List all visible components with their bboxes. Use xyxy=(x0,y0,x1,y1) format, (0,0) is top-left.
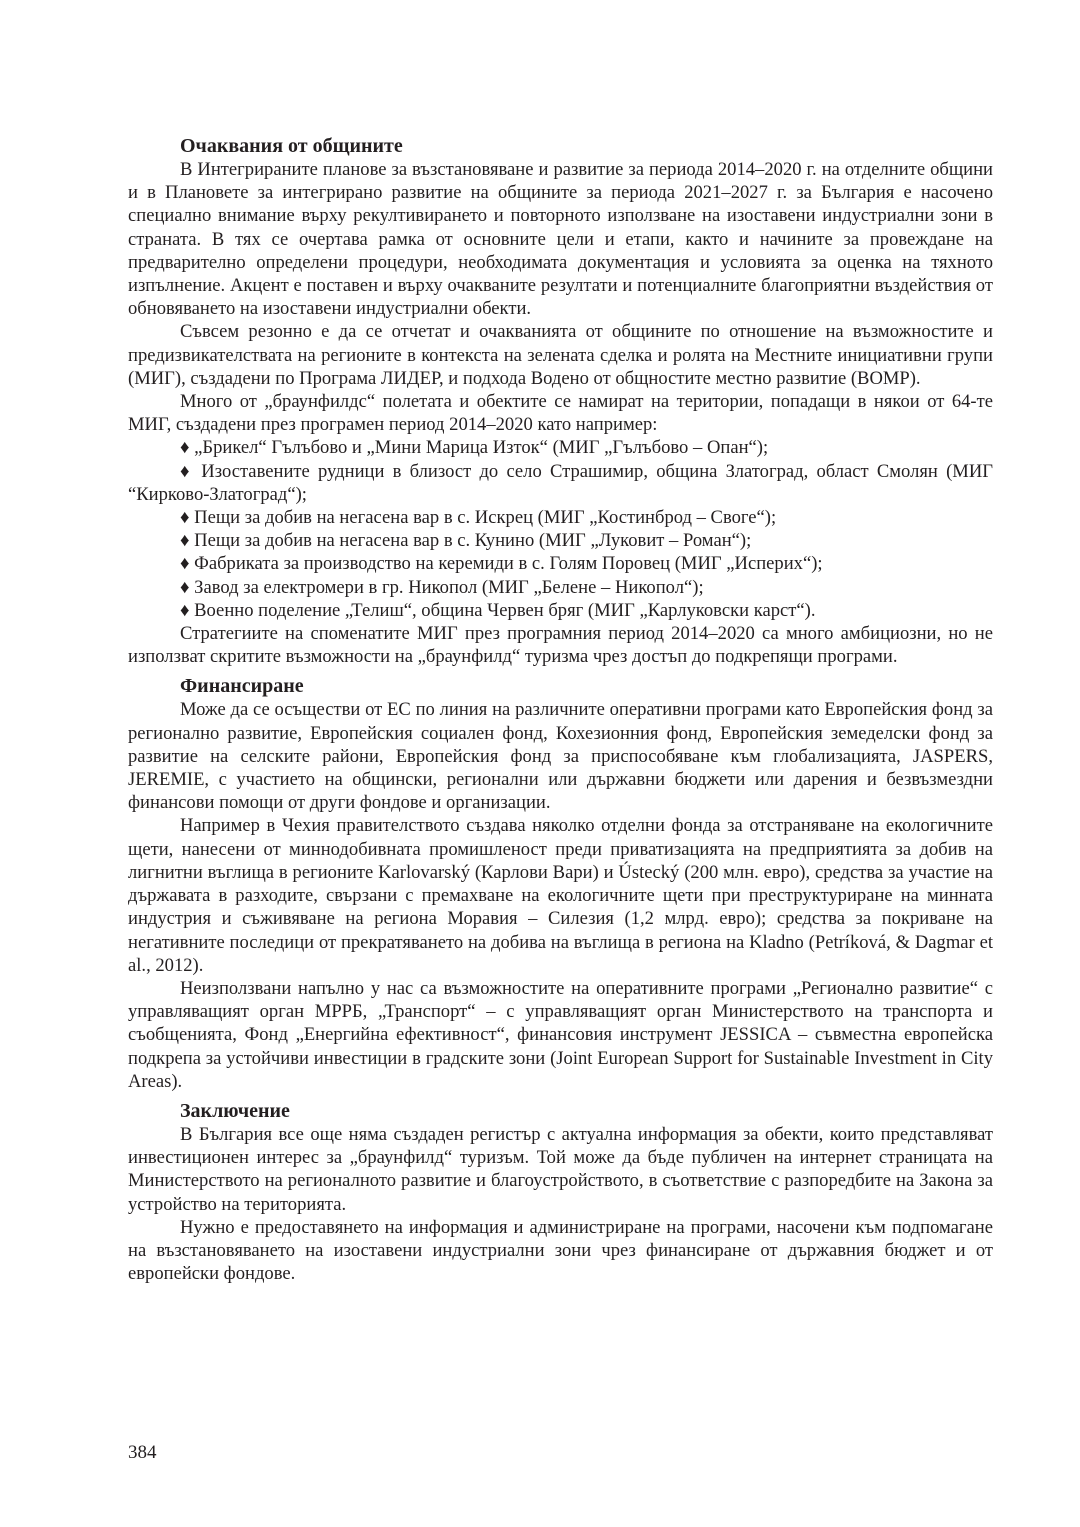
paragraph: Неизползвани напълно у нас са възможностите на оперативните програми „Регионално развитие“ с управляващият орган МРРБ, „Транспорт“ – с управляващият орган Министерството на транспорта и съобщенията, Фонд „Енергийна ефективност“, финансовия инструмент JESSICA – съвместна европейска подкрепа за устойчиви инвестиции в градските зони (Joint European Support for Sustainable Investment in City Areas). xyxy=(128,977,993,1092)
bullet-item: ♦ Пещи за добив на негасена вар в с. Искрец (МИГ „Костинброд – Своге“); xyxy=(180,507,777,529)
page-body xyxy=(128,134,993,1285)
paragraph: В Интегрираните планове за възстановяване и развитие за периода 2014–2020 г. на отделните общини и в Плановете за интегрирано развитие на общините за периода 2021–2027 г. за България е насочено специално внимание върху рекултивирането и повторното използване на изоставени индустриални зони в страната. В тях се очертава рамка от основните цели и етапи, както и начините за провеждане на предварително определени процедури, необходимата документация и условията за оценка на тяхното изпълнение. Акцент е поставен и върху очакваните резултати и потенциалните благоприятни въздействия от обновяването на изоставени индустриални обекти. xyxy=(128,159,993,320)
paragraph: Стратегиите на споменатите МИГ през програмния период 2014–2020 са много амбициозни, но не използват скритите възможности на „браунфилд“ туризма чрез достъп до подкрепящи програми. xyxy=(128,623,993,668)
section-heading-expectations: Очаквания от общините xyxy=(180,135,403,157)
bullet-item: ♦ „Брикел“ Гълъбово и „Мини Марица Изток“ (МИГ „Гълъбово – Опан“); xyxy=(180,437,769,459)
bullet-item: ♦ Военно поделение „Телиш“, община Червен бряг (МИГ „Карлуковски карст“). xyxy=(180,599,816,621)
bullet-item: ♦ Изоставените рудници в близост до село Страшимир, община Златоград, област Смолян (МИГ “Кирково-Златоград“); xyxy=(128,460,993,505)
paragraph: В България все още няма създаден регистър с актуална информация за обекти, които представляват инвестиционен интерес за „браунфилд“ туризъм. Той може да бъде публичен на интернет страницата на Министерството на регионалното развитие и благоустройството, в съответствие с разпоредбите на Закона за устройство на територията. xyxy=(128,1123,993,1215)
paragraph: Съвсем резонно е да се отчетат и очакванията от общините по отношение на възможностите и предизвикателствата на регионите в контекста на зелената сделка и ролята на Местните инициативни групи (МИГ), създадени по Програма ЛИДЕР, и подхода Водено от общностите местно развитие (ВОМР). xyxy=(128,321,993,389)
paragraph: Например в Чехия правителството създава няколко отделни фонда за отстраняване на екологичните щети, нанесени от миннодобивната промишленост преди приватизацията на предприятията за добив на лигнитни въглища в регионите Karlovarský (Карлови Вари) и Ústecký (200 млн. евро), средства за участие на държавата в разходите, свързани с премахване на екологичните щети при преструктуриране на минната индустрия и съживяване на региона Моравия – Силезия (1,2 млрд. евро); средства за покриване на негативните последици от прекратяването на добива на въглища в региона на Kladno (Petríková, & Dagmar et al., 2012). xyxy=(128,815,993,976)
paragraph: Може да се осъществи от ЕС по линия на различните оперативни програми като Европейския фонд за регионално развитие, Европейския социален фонд, Кохезионния фонд, Европейския земеделски фонд за развитие на селските райони, Европейския фонд за приспособяване към глобализацията, JASPERS, JEREMIE, с участието на общински, регионални или държавни бюджети или дарения и безвъзмездни финансови помощи от други фондове и организации. xyxy=(128,699,993,814)
bullet-item: ♦ Пещи за добив на негасена вар в с. Кунино (МИГ „Луковит – Роман“); xyxy=(180,530,752,552)
section-heading-conclusion: Заключение xyxy=(180,1099,290,1122)
bullet-item: ♦ Завод за електромери в гр. Никопол (МИГ „Белене – Никопол“); xyxy=(180,576,704,598)
paragraph: Много от „браунфилдс“ полетата и обектите се намират на територии, попадащи в някои от 64-те МИГ, създадени през програмен период 2014–2020 като например: xyxy=(128,391,993,436)
bullet-item: ♦ Фабриката за производство на керемиди в с. Голям Поровец (МИГ „Исперих“); xyxy=(180,553,823,575)
page-number: 384 xyxy=(128,1442,157,1463)
paragraph: Нужно е предоставянето на информация и администриране на програми, насочени към подпомагане на възстановяването на изоставени индустриални зони чрез финансиране от държавния бюджет и от европейски фондове. xyxy=(128,1216,993,1285)
section-heading-financing: Финансиране xyxy=(180,675,304,698)
